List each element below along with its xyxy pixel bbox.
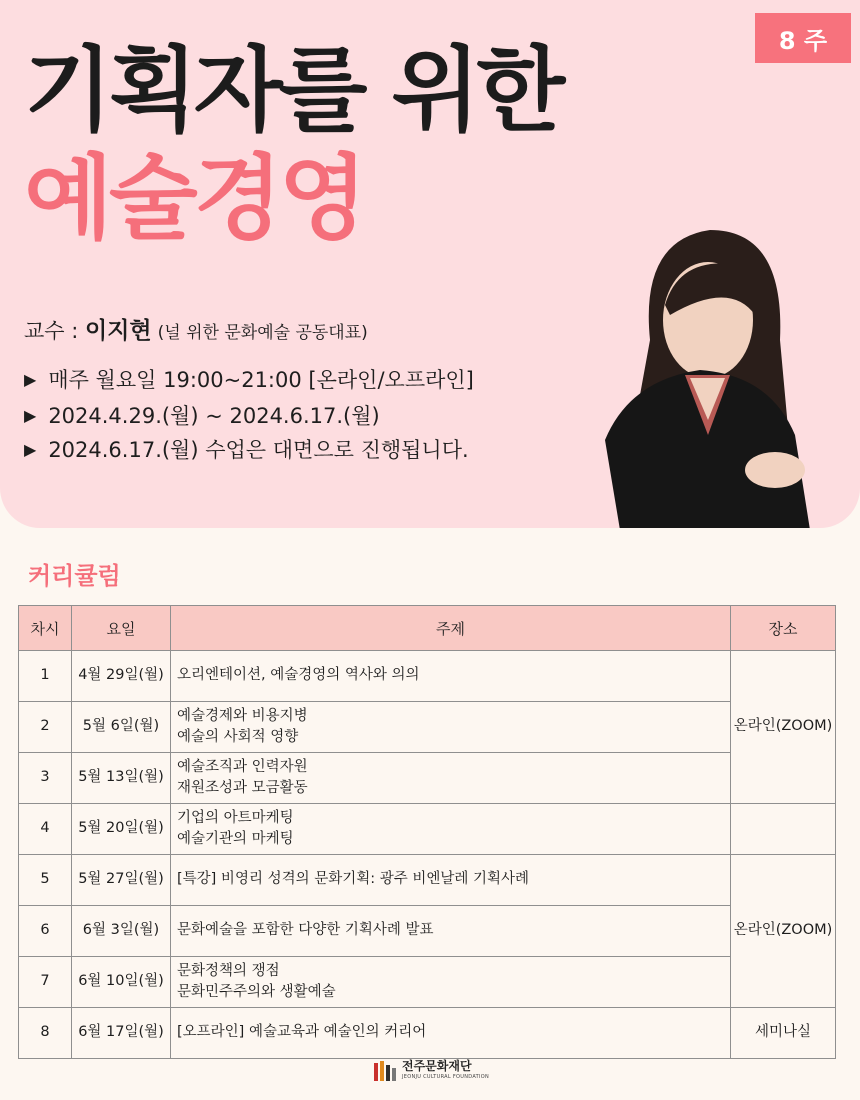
schedule-info — [24, 364, 474, 394]
logo-korean-text: 전주문화재단 — [402, 1059, 472, 1074]
foundation-logo — [372, 1056, 489, 1084]
session-topic — [171, 702, 731, 753]
session-no: 7 — [19, 957, 72, 1008]
professor-photo — [590, 220, 820, 528]
session-place: 온라인(ZOOM) — [731, 651, 836, 804]
header-place: 장소 — [731, 606, 836, 651]
triangle-bullet-icon: ▶ — [24, 406, 37, 425]
table-row — [19, 651, 836, 702]
session-date: 6월 17일(월) — [72, 1008, 171, 1059]
session-no: 2 — [19, 702, 72, 753]
topic-line: 오리엔테이션, 예술경영의 역사와 의의 — [177, 667, 420, 684]
topic-line: 문화정책의 쟁점 — [177, 962, 280, 979]
table-row — [19, 753, 836, 804]
triangle-bullet-icon: ▶ — [24, 440, 37, 459]
session-topic — [171, 957, 731, 1008]
topic-line: 문화예술을 포함한 다양한 기획사례 발표 — [177, 922, 434, 939]
table-row — [19, 804, 836, 855]
curriculum-table — [18, 605, 836, 1059]
session-topic — [171, 753, 731, 804]
session-date: 6월 10일(월) — [72, 957, 171, 1008]
professor-label: 교수 : — [24, 319, 85, 343]
topic-line: 기업의 아트마케팅 — [177, 809, 294, 826]
period-info — [24, 400, 380, 430]
period-text: 2024.4.29.(월) ~ 2024.6.17.(월) — [48, 404, 380, 428]
session-no: 4 — [19, 804, 72, 855]
session-no: 5 — [19, 855, 72, 906]
table-header-row — [19, 606, 836, 651]
week-badge: 8 주 — [755, 13, 851, 63]
notice-text: 2024.6.17.(월) 수업은 대면으로 진행됩니다. — [48, 438, 469, 462]
session-topic — [171, 855, 731, 906]
professor-affiliation: (널 위한 문화예술 공동대표) — [157, 323, 368, 343]
curriculum-title: 커리큘럼 — [28, 562, 121, 590]
table-row — [19, 702, 836, 753]
session-place: 온라인(ZOOM) — [731, 855, 836, 1008]
session-no: 1 — [19, 651, 72, 702]
table-row — [19, 855, 836, 906]
session-topic — [171, 804, 731, 855]
session-no: 6 — [19, 906, 72, 957]
schedule-text: 매주 월요일 19:00~21:00 [온라인/오프라인] — [48, 368, 474, 392]
session-place: 세미나실 — [731, 1008, 836, 1059]
table-row — [19, 906, 836, 957]
logo-english-text: JEONJU CULTURAL FOUNDATION — [402, 1073, 490, 1080]
topic-line: 예술조직과 인력자원 — [177, 758, 308, 775]
session-place — [731, 804, 836, 855]
topic-line: 예술의 사회적 영향 — [177, 729, 299, 745]
header-topic: 주제 — [171, 606, 731, 651]
session-date: 5월 6일(월) — [72, 702, 171, 753]
page-title-accent: 예술경영 — [24, 145, 364, 252]
session-topic — [171, 651, 731, 702]
topic-line: [오프라인] 예술교육과 예술인의 커리어 — [177, 1024, 427, 1041]
session-no: 8 — [19, 1008, 72, 1059]
session-date: 6월 3일(월) — [72, 906, 171, 957]
triangle-bullet-icon: ▶ — [24, 370, 37, 389]
table-row — [19, 957, 836, 1008]
session-date: 5월 13일(월) — [72, 753, 171, 804]
session-topic — [171, 1008, 731, 1059]
topic-line: 문화민주주의와 생활예술 — [177, 984, 336, 1000]
session-date: 4월 29일(월) — [72, 651, 171, 702]
foundation-logo-icon — [372, 1059, 398, 1081]
professor-name: 이지현 — [85, 318, 152, 344]
header-date: 요일 — [72, 606, 171, 651]
session-date: 5월 27일(월) — [72, 855, 171, 906]
session-no: 3 — [19, 753, 72, 804]
topic-line: 예술기관의 마케팅 — [177, 831, 294, 847]
header-no: 차시 — [19, 606, 72, 651]
session-date: 5월 20일(월) — [72, 804, 171, 855]
session-topic — [171, 906, 731, 957]
topic-line: 예술경제와 비용지병 — [177, 707, 308, 724]
notice-info — [24, 434, 469, 464]
page-title: 기획자를 위한 — [24, 37, 562, 144]
professor-line — [24, 312, 368, 345]
table-row — [19, 1008, 836, 1059]
hero-section — [0, 0, 860, 528]
topic-line: [특강] 비영리 성격의 문화기획: 광주 비엔날레 기획사례 — [177, 871, 530, 888]
topic-line: 재원조성과 모금활동 — [177, 780, 308, 796]
